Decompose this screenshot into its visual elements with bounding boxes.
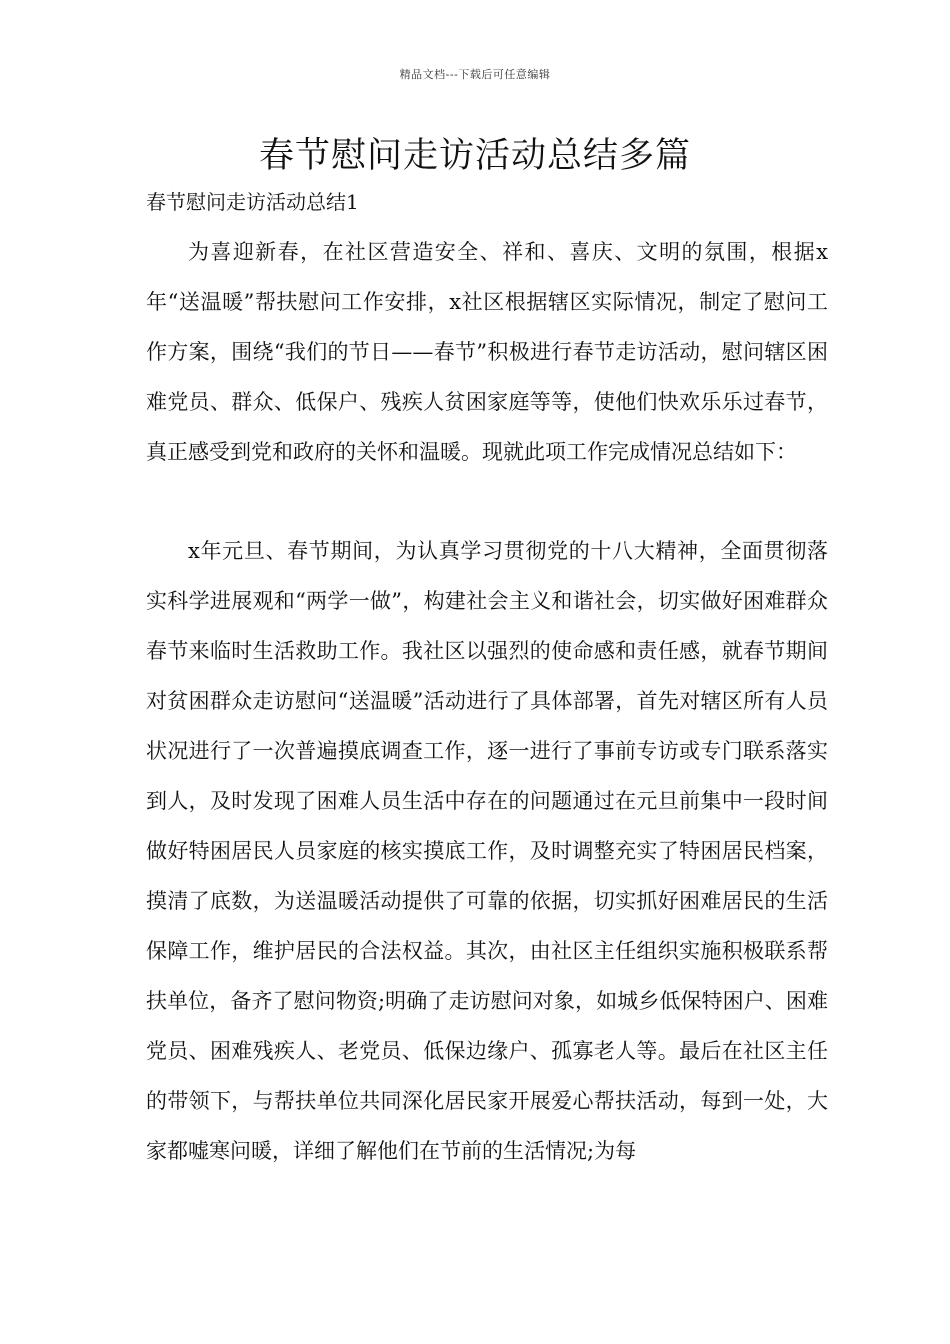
document-title: 春节慰问走访活动总结多篇 [258, 136, 691, 176]
body-paragraph: x年元旦、春节期间，为认真学习贯彻党的十八大精神，全面贯彻落实科学进展观和“两学一做”，构建社会主义和谐社会，切实做好困难群众春节来临时生活救助工作。我社区以强烈的使命感和责任感，就春节期间对贫困群众走访慰问“送温暖”活动进行了具体部署，首先对辖区所有人员状况进行了一次普遍摸底调查工作，逐一进行了事前专访或专门联系落实到人，及时发现了困难人员生活中存在的问题通过在元旦前集中一段时间做好特困居民人员家庭的核实摸底工作，及时调整充实了特困居民档案，摸清了底数，为送温暖活动提供了可靠的依据，切实抓好困难居民的生活保障工作，维护居民的合法权益。其次，由社区主任组织实施积极联系帮扶单位，备齐了慰问物资;明确了走访慰问对象，如城乡低保特困户、困难党员、困难残疾人、老党员、低保边缘户、孤寡老人等。最后在社区主任的带领下，与帮扶单位共同深化居民家开展爱心帮扶活动，每到一处，大家都嘘寒问暖，详细了解他们在节前的生活情况;为每 [146, 539, 828, 1163]
header-note: 精品文档---下载后可任意编辑 [399, 68, 551, 81]
section-subtitle: 春节慰问走访活动总结1 [146, 190, 359, 214]
body-paragraph: 为喜迎新春，在社区营造安全、祥和、喜庆、文明的氛围，根据x年“送温暖”帮扶慰问工作安排，x社区根据辖区实际情况，制定了慰问工作方案，围绕“我们的节日——春节”积极进行春节走访活动，慰问辖区困难党员、群众、低保户、残疾人贫困家庭等等，使他们快欢乐乐过春节，真正感受到党和政府的关怀和温暖。现就此项工作完成情况总结如下： [146, 240, 828, 464]
